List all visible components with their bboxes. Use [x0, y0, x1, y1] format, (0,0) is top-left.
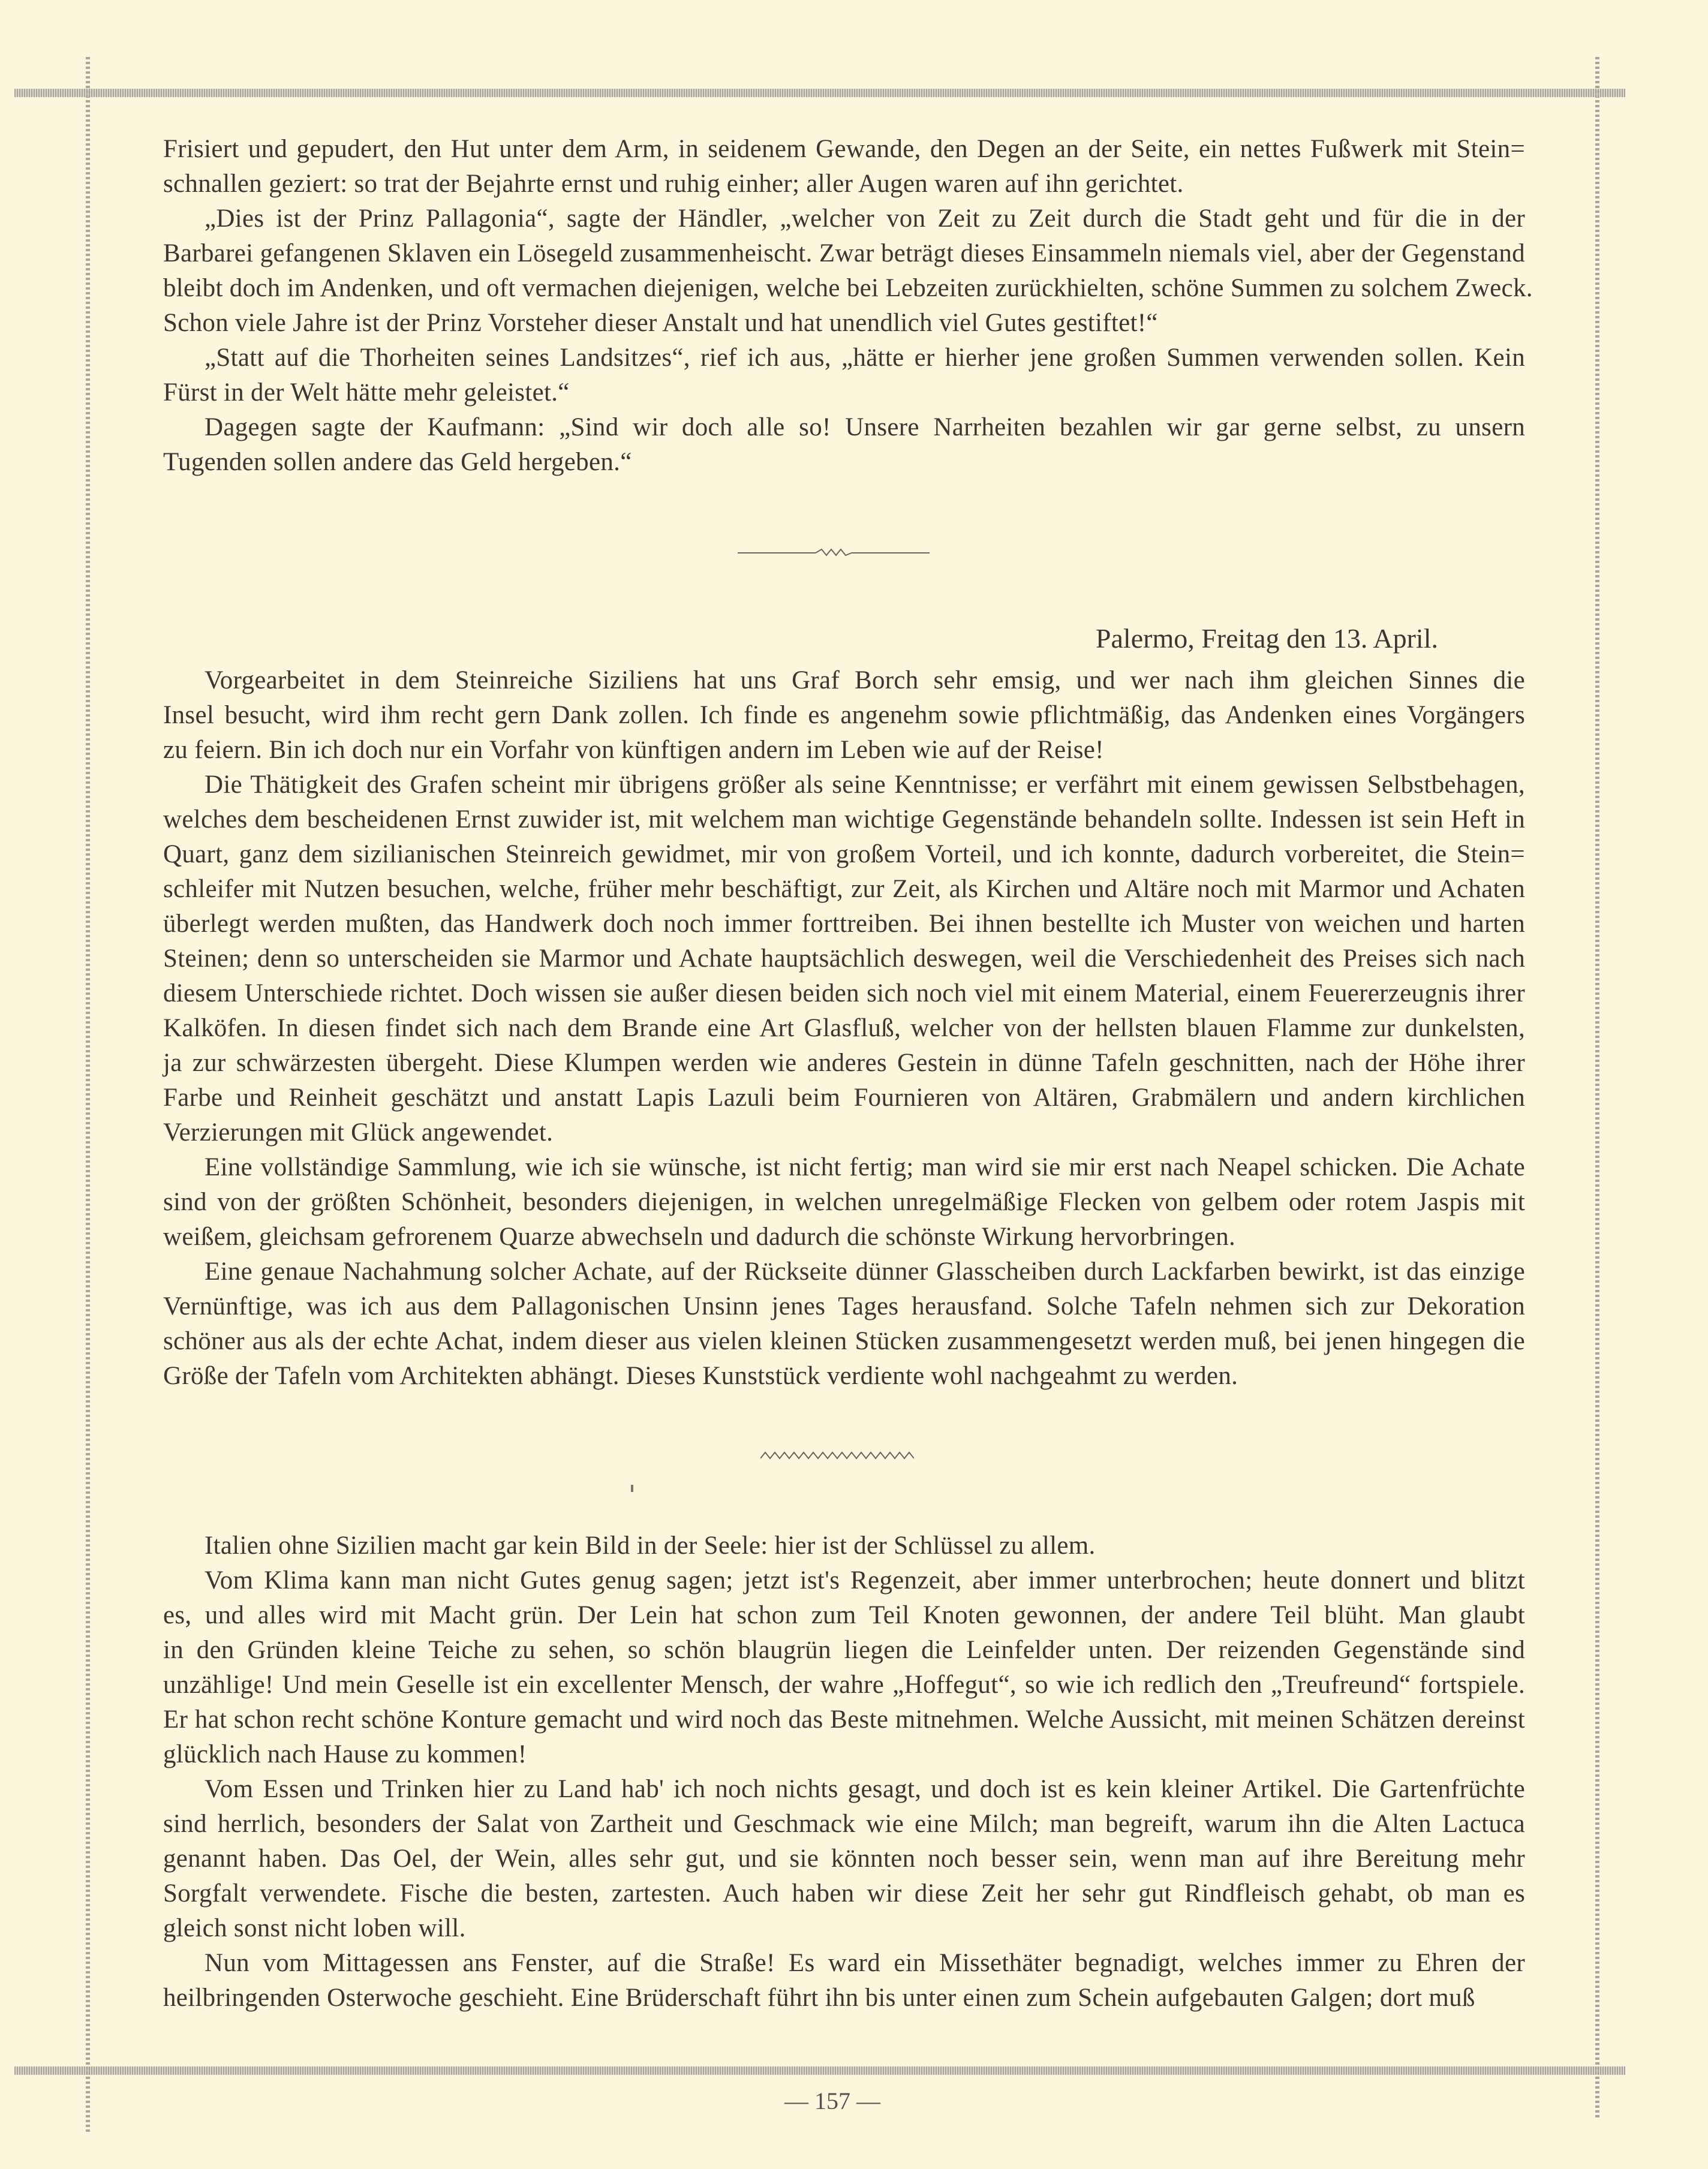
text-line: Vorgearbeitet in dem Steinreiche Siziliens hat uns Graf Borch sehr emsig, und wer nach ihm gleichen Sinnes die	[205, 666, 1525, 694]
text-line: „Dies ist der Prinz Pallagonia“, sagte der Händler, „welcher von Zeit zu Zeit durch die Stadt geht und für die in der	[205, 204, 1525, 233]
text-line: Tugenden sollen andere das Geld hergeben.“	[163, 448, 632, 476]
text-line: „Statt auf die Thorheiten seines Landsitzes“, rief ich aus, „hätte er hierher jene großen Summen verwenden sollen. Kein	[205, 344, 1525, 372]
top-rule	[14, 89, 1625, 97]
text-line: Kalköfen. In diesen findet sich nach dem Brande eine Art Glasfluß, welcher von der hellsten blauen Flamme zur dunkelsten,	[163, 1014, 1525, 1042]
paragraph	[163, 663, 1525, 768]
text-line: Er hat schon recht schöne Konture gemacht und wird noch das Beste mitnehmen. Welche Aussicht, mit meinen Schätzen dereinst	[163, 1705, 1525, 1734]
paragraph	[163, 201, 1533, 341]
text-line: heilbringenden Osterwoche geschieht. Eine Brüderschaft führt ihn bis unter einen zum Schein aufgebauten Galgen; dort muß	[163, 1984, 1475, 2012]
text-line: Dagegen sagte der Kaufmann: „Sind wir doch alle so! Unsere Narrheiten bezahlen wir gar gerne selbst, zu unsern	[205, 413, 1525, 441]
text-line: schnallen geziert: so trat der Bejahrte ernst und ruhig einher; aller Augen waren auf ihn gerichtet.	[163, 170, 1184, 198]
text-line: Eine vollständige Sammlung, wie ich sie wünsche, ist nicht fertig; man wird sie mir erst nach Neapel schicken. Die Achate	[205, 1153, 1525, 1181]
text-line: Vom Essen und Trinken hier zu Land hab' ich noch nichts gesagt, und doch ist es kein kleiner Artikel. Die Gartenfrüchte	[205, 1775, 1525, 1803]
text-line: Verzierungen mit Glück angewendet.	[163, 1118, 554, 1147]
text-line: Italien ohne Sizilien macht gar kein Bild in der Seele: hier ist der Schlüssel zu allem.	[205, 1532, 1096, 1560]
dateline: Palermo, Freitag den 13. April.	[1095, 623, 1438, 654]
text-line: weißem, gleichsam gefrorenem Quarze abwechseln und dadurch die schönste Wirkung hervorbringen.	[163, 1223, 1236, 1251]
paragraph	[163, 1255, 1525, 1394]
text-line: genannt haben. Das Oel, der Wein, alles sehr gut, und sie könnten noch besser sein, wenn man auf ihre Bereitung mehr	[163, 1845, 1525, 1873]
wavy-divider-ornament	[760, 1450, 914, 1462]
bottom-rule	[14, 2066, 1625, 2075]
paragraph	[163, 1150, 1525, 1255]
section-palermo-13-april	[163, 663, 1525, 1394]
text-line: unzählige! Und mein Geselle ist ein excellenter Mensch, der wahre „Hoffegut“, so wie ich redlich den „Treufreund“ fortspiele.	[163, 1671, 1525, 1699]
text-line: überlegt werden mußten, das Handwerk doch noch immer forttreiben. Bei ihnen bestellte ich Muster von weichen und harten	[163, 910, 1525, 938]
text-line: Quart, ganz dem sizilianischen Steinreich gewidmet, mir von großem Vorteil, und ich konnte, dadurch vorbereitet, die Stein=	[163, 840, 1525, 868]
text-line: schöner aus als der echte Achat, indem dieser aus vielen kleinen Stücken zusammengesetzt werden muß, bei jenen hingegen die	[163, 1327, 1525, 1355]
section-divider-ornament	[738, 546, 936, 560]
paragraph	[163, 1563, 1525, 1772]
text-line: sind von der größten Schönheit, besonders diejenigen, in welchen unregelmäßige Flecken von gelbem oder rotem Jaspis mit	[163, 1188, 1525, 1216]
text-line: diesem Unterschiede richtet. Doch wissen sie außer diesen beiden sich noch viel mit einem Material, einem Feuererzeugnis ihrer	[163, 979, 1525, 1007]
text-line: gleich sonst nicht loben will.	[163, 1914, 466, 1942]
text-line: es, und alles wird mit Macht grün. Der Lein hat schon zum Teil Knoten gewonnen, der andere Teil blüht. Man glaubt	[163, 1601, 1525, 1629]
text-line: Größe der Tafeln vom Architekten abhängt. Dieses Kunststück verdiente wohl nachgeahmt zu werden.	[163, 1362, 1238, 1390]
text-line: zu feiern. Bin ich doch nur ein Vorfahr von künftigen andern im Leben wie auf der Reise!	[163, 736, 1104, 764]
text-line: Nun vom Mittagessen ans Fenster, auf die Straße! Es ward ein Missethäter begnadigt, welches immer zu Ehren der	[205, 1949, 1525, 1977]
section-pallagonia	[163, 132, 1533, 480]
text-line: Eine genaue Nachahmung solcher Achate, auf der Rückseite dünner Glasscheiben durch Lackfarben bewirkt, ist das einzige	[205, 1258, 1525, 1286]
text-line: Steinen; denn so unterscheiden sie Marmor und Achate hauptsächlich deswegen, weil die Verschiedenheit des Preises sich nach	[163, 944, 1525, 973]
text-line: Sorgfalt verwendete. Fische die besten, zartesten. Auch haben wir diese Zeit her sehr gut Rindfleisch gehabt, ob man es	[163, 1879, 1525, 1908]
text-line: Barbarei gefangenen Sklaven ein Lösegeld zusammenheischt. Zwar beträgt dieses Einsammeln niemals viel, aber der Gegenstand	[163, 239, 1525, 267]
text-line: Farbe und Reinheit geschätzt und anstatt Lapis Lazuli beim Fournieren von Altären, Grabmälern und andern kirchlichen	[163, 1084, 1525, 1112]
paragraph	[163, 410, 1525, 480]
paragraph	[163, 768, 1525, 1150]
text-line: ja zur schwärzesten übergeht. Diese Klumpen werden wie anderes Gestein in dünne Tafeln geschnitten, nach der Höhe ihrer	[163, 1049, 1525, 1077]
page-number: — 157 —	[784, 2087, 880, 2114]
text-line: Schon viele Jahre ist der Prinz Vorsteher dieser Anstalt und hat unendlich viel Gutes gestiftet!“	[163, 309, 1158, 337]
text-line: welches dem bescheidenen Ernst zuwider ist, mit welchem man wichtige Gegenstände behandeln sollte. Indessen ist sein Heft in	[163, 805, 1525, 834]
paragraph	[163, 1772, 1525, 1946]
text-line: Vernünftige, was ich aus dem Pallagonischen Unsinn jenes Tages herausfand. Solche Tafeln nehmen sich zur Dekoration	[163, 1292, 1525, 1320]
paragraph	[163, 341, 1525, 410]
stray-mark	[631, 1485, 633, 1492]
right-margin-dots	[1595, 57, 1599, 2120]
text-line: Vom Klima kann man nicht Gutes genug sagen; jetzt ist's Regenzeit, aber immer unterbrochen; heute donnert und blitzt	[205, 1566, 1525, 1595]
text-line: Frisiert und gepudert, den Hut unter dem Arm, in seidenem Gewande, den Degen an der Seite, ein nettes Fußwerk mit Stein=	[163, 135, 1525, 163]
paragraph	[163, 132, 1525, 201]
text-line: in den Gründen kleine Teiche zu sehen, so schön blaugrün liegen die Leinfelder unten. Der reizenden Gegenstände sind	[163, 1636, 1525, 1664]
left-margin-dots	[86, 57, 90, 2132]
text-line: glücklich nach Hause zu kommen!	[163, 1740, 527, 1768]
text-line: schleifer mit Nutzen besuchen, welche, früher mehr beschäftigt, zur Zeit, als Kirchen und Altäre noch mit Marmor und Achaten	[163, 875, 1525, 903]
section-italien-sizilien	[163, 1529, 1525, 2015]
paragraph	[163, 1946, 1525, 2015]
text-line: Fürst in der Welt hätte mehr geleistet.“	[163, 378, 570, 407]
text-line: Die Thätigkeit des Grafen scheint mir übrigens größer als seine Kenntnisse; er verfährt mit einem gewissen Selbstbehagen,	[205, 771, 1525, 799]
paragraph	[163, 1529, 1525, 1563]
text-line: sind herrlich, besonders der Salat von Zartheit und Geschmack wie eine Milch; man begreift, warum ihn die Alten Lactuca	[163, 1810, 1525, 1838]
text-line: Insel besucht, wird ihm recht gern Dank zollen. Ich finde es angenehm sowie pflichtmäßig, das Andenken eines Vorgängers	[163, 701, 1525, 729]
text-line: bleibt doch im Andenken, und oft vermachen diejenigen, welche bei Lebzeiten zurückhielten, schöne Summen zu solchem Zweck.	[163, 274, 1533, 302]
